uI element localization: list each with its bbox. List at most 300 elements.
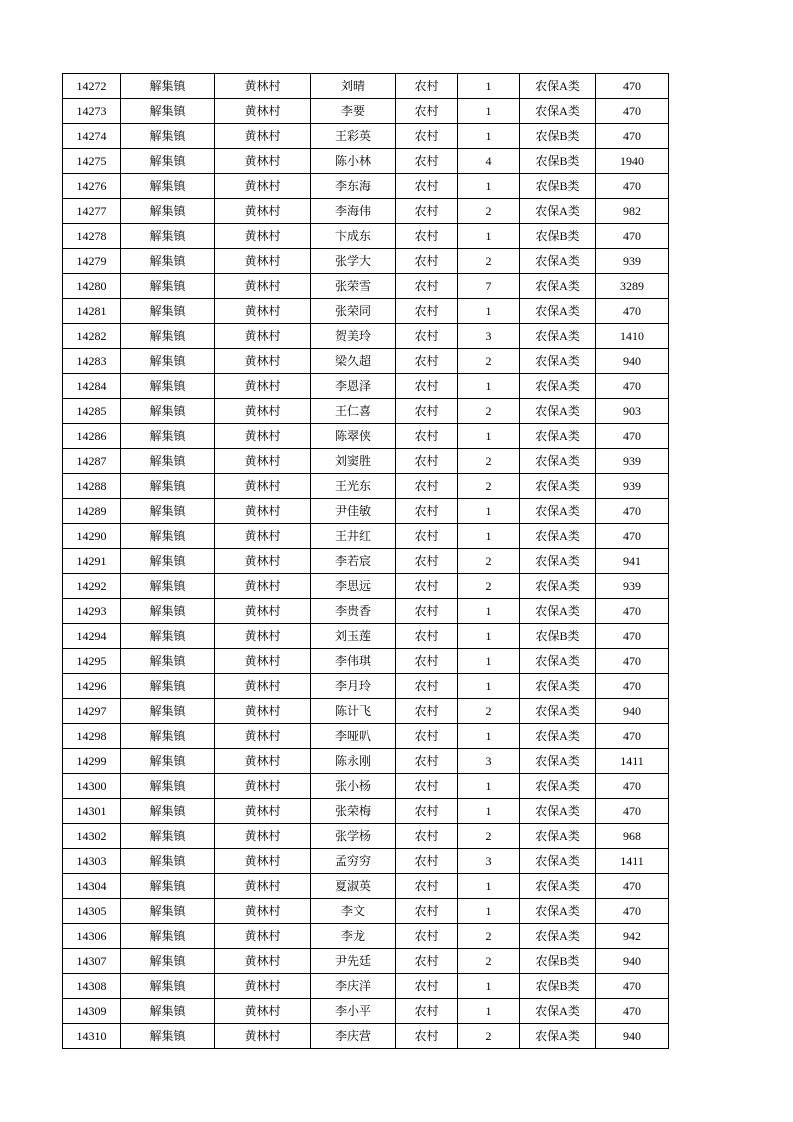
table-row [63,99,669,124]
cell-amount: 939 [596,574,669,599]
cell-serial: 14304 [63,874,121,899]
cell-serial: 14301 [63,799,121,824]
cell-name: 李小平 [311,999,396,1024]
cell-category: 农保A类 [520,899,596,924]
cell-count: 1 [458,724,520,749]
cell-village: 黄林村 [215,674,311,699]
cell-name: 李要 [311,99,396,124]
cell-town: 解集镇 [121,724,215,749]
cell-village: 黄林村 [215,974,311,999]
cell-village: 黄林村 [215,774,311,799]
cell-amount: 470 [596,874,669,899]
cell-town: 解集镇 [121,199,215,224]
cell-count: 3 [458,849,520,874]
cell-amount: 470 [596,649,669,674]
cell-amount: 470 [596,499,669,524]
cell-town: 解集镇 [121,74,215,99]
cell-count: 1 [458,599,520,624]
table-row [63,349,669,374]
cell-village: 黄林村 [215,824,311,849]
table-row [63,549,669,574]
cell-count: 2 [458,474,520,499]
cell-name: 李若宸 [311,549,396,574]
cell-serial: 14286 [63,424,121,449]
cell-count: 1 [458,224,520,249]
cell-residence: 农村 [396,574,458,599]
cell-name: 李月玲 [311,674,396,699]
cell-count: 2 [458,699,520,724]
cell-count: 1 [458,649,520,674]
table-row [63,324,669,349]
cell-amount: 1940 [596,149,669,174]
table-row [63,599,669,624]
cell-name: 陈计飞 [311,699,396,724]
cell-serial: 14281 [63,299,121,324]
cell-serial: 14309 [63,999,121,1024]
cell-residence: 农村 [396,624,458,649]
cell-amount: 470 [596,224,669,249]
cell-count: 1 [458,774,520,799]
cell-name: 尹先廷 [311,949,396,974]
cell-name: 刘窦胜 [311,449,396,474]
cell-town: 解集镇 [121,324,215,349]
cell-town: 解集镇 [121,524,215,549]
cell-residence: 农村 [396,149,458,174]
cell-town: 解集镇 [121,574,215,599]
cell-count: 1 [458,499,520,524]
cell-count: 1 [458,299,520,324]
cell-residence: 农村 [396,199,458,224]
cell-village: 黄林村 [215,799,311,824]
cell-residence: 农村 [396,99,458,124]
cell-amount: 470 [596,174,669,199]
table-row [63,424,669,449]
cell-serial: 14303 [63,849,121,874]
cell-name: 张学大 [311,249,396,274]
cell-count: 1 [458,974,520,999]
cell-serial: 14277 [63,199,121,224]
cell-town: 解集镇 [121,1024,215,1049]
cell-amount: 470 [596,724,669,749]
cell-serial: 14290 [63,524,121,549]
cell-serial: 14288 [63,474,121,499]
cell-category: 农保A类 [520,699,596,724]
table-row [63,824,669,849]
cell-town: 解集镇 [121,599,215,624]
cell-residence: 农村 [396,474,458,499]
cell-town: 解集镇 [121,499,215,524]
cell-name: 张学杨 [311,824,396,849]
cell-village: 黄林村 [215,74,311,99]
cell-category: 农保B类 [520,174,596,199]
cell-town: 解集镇 [121,549,215,574]
cell-category: 农保B类 [520,949,596,974]
cell-count: 1 [458,999,520,1024]
cell-count: 2 [458,574,520,599]
cell-category: 农保A类 [520,849,596,874]
cell-serial: 14292 [63,574,121,599]
cell-town: 解集镇 [121,949,215,974]
table-row [63,449,669,474]
cell-town: 解集镇 [121,99,215,124]
cell-category: 农保A类 [520,374,596,399]
cell-count: 2 [458,949,520,974]
cell-amount: 968 [596,824,669,849]
cell-serial: 14306 [63,924,121,949]
cell-name: 陈小林 [311,149,396,174]
cell-serial: 14307 [63,949,121,974]
cell-village: 黄林村 [215,549,311,574]
cell-count: 2 [458,549,520,574]
cell-category: 农保A类 [520,874,596,899]
cell-residence: 农村 [396,774,458,799]
table-row [63,249,669,274]
cell-count: 1 [458,99,520,124]
cell-town: 解集镇 [121,649,215,674]
cell-category: 农保A类 [520,674,596,699]
cell-village: 黄林村 [215,599,311,624]
cell-serial: 14300 [63,774,121,799]
cell-residence: 农村 [396,249,458,274]
table-row [63,999,669,1024]
cell-serial: 14297 [63,699,121,724]
cell-residence: 农村 [396,74,458,99]
cell-count: 7 [458,274,520,299]
cell-residence: 农村 [396,724,458,749]
cell-village: 黄林村 [215,899,311,924]
cell-residence: 农村 [396,499,458,524]
cell-village: 黄林村 [215,624,311,649]
cell-town: 解集镇 [121,624,215,649]
table-row [63,274,669,299]
table-row [63,624,669,649]
cell-serial: 14283 [63,349,121,374]
cell-amount: 470 [596,374,669,399]
cell-residence: 农村 [396,849,458,874]
cell-town: 解集镇 [121,474,215,499]
cell-count: 1 [458,524,520,549]
cell-town: 解集镇 [121,774,215,799]
table-row [63,199,669,224]
cell-count: 1 [458,74,520,99]
cell-town: 解集镇 [121,174,215,199]
cell-count: 2 [458,1024,520,1049]
cell-residence: 农村 [396,299,458,324]
table-row [63,224,669,249]
cell-village: 黄林村 [215,324,311,349]
cell-village: 黄林村 [215,749,311,774]
cell-village: 黄林村 [215,649,311,674]
cell-category: 农保A类 [520,499,596,524]
cell-residence: 农村 [396,1024,458,1049]
cell-residence: 农村 [396,924,458,949]
cell-name: 陈永刚 [311,749,396,774]
cell-serial: 14296 [63,674,121,699]
cell-town: 解集镇 [121,349,215,374]
cell-serial: 14284 [63,374,121,399]
cell-residence: 农村 [396,549,458,574]
cell-serial: 14276 [63,174,121,199]
cell-name: 孟穷穷 [311,849,396,874]
cell-count: 1 [458,874,520,899]
cell-category: 农保A类 [520,249,596,274]
cell-name: 卞成东 [311,224,396,249]
cell-town: 解集镇 [121,849,215,874]
cell-serial: 14299 [63,749,121,774]
cell-amount: 940 [596,1024,669,1049]
cell-town: 解集镇 [121,124,215,149]
cell-residence: 农村 [396,749,458,774]
cell-serial: 14280 [63,274,121,299]
table-row [63,949,669,974]
cell-category: 农保B类 [520,624,596,649]
cell-category: 农保A类 [520,824,596,849]
cell-name: 夏淑英 [311,874,396,899]
table-row [63,674,669,699]
cell-residence: 农村 [396,674,458,699]
cell-residence: 农村 [396,424,458,449]
cell-serial: 14278 [63,224,121,249]
cell-serial: 14310 [63,1024,121,1049]
cell-amount: 470 [596,974,669,999]
cell-category: 农保A类 [520,274,596,299]
cell-count: 2 [458,399,520,424]
cell-town: 解集镇 [121,749,215,774]
cell-name: 梁久超 [311,349,396,374]
cell-town: 解集镇 [121,299,215,324]
cell-amount: 470 [596,999,669,1024]
cell-residence: 农村 [396,374,458,399]
cell-village: 黄林村 [215,524,311,549]
cell-amount: 982 [596,199,669,224]
cell-serial: 14291 [63,549,121,574]
cell-serial: 14279 [63,249,121,274]
cell-category: 农保A类 [520,799,596,824]
cell-category: 农保A类 [520,1024,596,1049]
cell-name: 李庆洋 [311,974,396,999]
table-row [63,174,669,199]
cell-amount: 470 [596,799,669,824]
cell-category: 农保A类 [520,424,596,449]
cell-amount: 939 [596,249,669,274]
cell-serial: 14282 [63,324,121,349]
cell-village: 黄林村 [215,924,311,949]
cell-count: 1 [458,624,520,649]
cell-serial: 14285 [63,399,121,424]
cell-residence: 农村 [396,874,458,899]
cell-name: 李龙 [311,924,396,949]
cell-name: 陈翠侠 [311,424,396,449]
cell-amount: 1411 [596,849,669,874]
cell-category: 农保A类 [520,924,596,949]
cell-village: 黄林村 [215,424,311,449]
cell-amount: 941 [596,549,669,574]
cell-name: 王井红 [311,524,396,549]
cell-name: 刘玉莲 [311,624,396,649]
cell-count: 2 [458,199,520,224]
cell-count: 1 [458,374,520,399]
cell-residence: 农村 [396,799,458,824]
cell-amount: 1411 [596,749,669,774]
cell-serial: 14275 [63,149,121,174]
cell-count: 2 [458,249,520,274]
cell-town: 解集镇 [121,149,215,174]
cell-count: 1 [458,799,520,824]
cell-village: 黄林村 [215,699,311,724]
cell-residence: 农村 [396,649,458,674]
cell-category: 农保A类 [520,724,596,749]
cell-village: 黄林村 [215,499,311,524]
cell-residence: 农村 [396,949,458,974]
cell-residence: 农村 [396,899,458,924]
table-row [63,649,669,674]
cell-name: 李恩泽 [311,374,396,399]
table-row [63,924,669,949]
cell-village: 黄林村 [215,474,311,499]
table-row [63,849,669,874]
cell-village: 黄林村 [215,299,311,324]
table-row [63,1024,669,1049]
table-row [63,399,669,424]
cell-count: 2 [458,349,520,374]
cell-village: 黄林村 [215,199,311,224]
cell-village: 黄林村 [215,374,311,399]
cell-category: 农保A类 [520,649,596,674]
cell-category: 农保A类 [520,999,596,1024]
cell-amount: 3289 [596,274,669,299]
cell-count: 4 [458,149,520,174]
table-row [63,124,669,149]
cell-residence: 农村 [396,124,458,149]
cell-name: 刘晴 [311,74,396,99]
cell-serial: 14274 [63,124,121,149]
cell-category: 农保A类 [520,74,596,99]
table-body [63,74,669,1049]
cell-category: 农保B类 [520,149,596,174]
cell-amount: 940 [596,699,669,724]
cell-amount: 470 [596,299,669,324]
cell-amount: 470 [596,74,669,99]
cell-amount: 940 [596,949,669,974]
cell-town: 解集镇 [121,224,215,249]
cell-residence: 农村 [396,324,458,349]
cell-category: 农保A类 [520,324,596,349]
cell-name: 李哑叭 [311,724,396,749]
cell-town: 解集镇 [121,999,215,1024]
cell-serial: 14293 [63,599,121,624]
cell-serial: 14305 [63,899,121,924]
cell-town: 解集镇 [121,399,215,424]
cell-amount: 470 [596,599,669,624]
cell-count: 1 [458,674,520,699]
cell-amount: 903 [596,399,669,424]
table-row [63,724,669,749]
cell-category: 农保A类 [520,524,596,549]
cell-town: 解集镇 [121,824,215,849]
cell-village: 黄林村 [215,349,311,374]
cell-count: 1 [458,174,520,199]
cell-amount: 470 [596,99,669,124]
cell-village: 黄林村 [215,574,311,599]
cell-serial: 14294 [63,624,121,649]
cell-town: 解集镇 [121,674,215,699]
cell-category: 农保A类 [520,574,596,599]
cell-name: 贺美玲 [311,324,396,349]
cell-village: 黄林村 [215,249,311,274]
cell-amount: 470 [596,624,669,649]
table-row [63,374,669,399]
cell-name: 李伟琪 [311,649,396,674]
cell-count: 3 [458,324,520,349]
cell-residence: 农村 [396,974,458,999]
cell-village: 黄林村 [215,174,311,199]
cell-amount: 1410 [596,324,669,349]
table-row [63,974,669,999]
cell-name: 张荣梅 [311,799,396,824]
cell-serial: 14273 [63,99,121,124]
table-row [63,499,669,524]
cell-category: 农保B类 [520,224,596,249]
cell-town: 解集镇 [121,274,215,299]
cell-village: 黄林村 [215,999,311,1024]
cell-serial: 14298 [63,724,121,749]
cell-amount: 942 [596,924,669,949]
cell-town: 解集镇 [121,699,215,724]
cell-category: 农保A类 [520,774,596,799]
cell-count: 1 [458,124,520,149]
cell-village: 黄林村 [215,124,311,149]
table-row [63,899,669,924]
cell-village: 黄林村 [215,149,311,174]
cell-serial: 14289 [63,499,121,524]
cell-name: 李思远 [311,574,396,599]
cell-category: 农保A类 [520,549,596,574]
cell-residence: 农村 [396,174,458,199]
cell-name: 李贵香 [311,599,396,624]
table-row [63,799,669,824]
cell-name: 王仁喜 [311,399,396,424]
cell-category: 农保A类 [520,349,596,374]
cell-residence: 农村 [396,524,458,549]
cell-village: 黄林村 [215,1024,311,1049]
cell-amount: 470 [596,674,669,699]
cell-residence: 农村 [396,599,458,624]
cell-category: 农保A类 [520,199,596,224]
cell-name: 李文 [311,899,396,924]
cell-village: 黄林村 [215,224,311,249]
cell-village: 黄林村 [215,399,311,424]
table-row [63,574,669,599]
cell-category: 农保A类 [520,474,596,499]
cell-town: 解集镇 [121,899,215,924]
cell-count: 3 [458,749,520,774]
cell-residence: 农村 [396,824,458,849]
table-row [63,874,669,899]
table-row [63,749,669,774]
cell-count: 1 [458,899,520,924]
cell-town: 解集镇 [121,449,215,474]
cell-town: 解集镇 [121,249,215,274]
cell-category: 农保B类 [520,974,596,999]
table-row [63,774,669,799]
cell-residence: 农村 [396,224,458,249]
table-row [63,699,669,724]
cell-serial: 14272 [63,74,121,99]
cell-village: 黄林村 [215,949,311,974]
cell-village: 黄林村 [215,724,311,749]
cell-name: 张荣雪 [311,274,396,299]
table-row [63,474,669,499]
